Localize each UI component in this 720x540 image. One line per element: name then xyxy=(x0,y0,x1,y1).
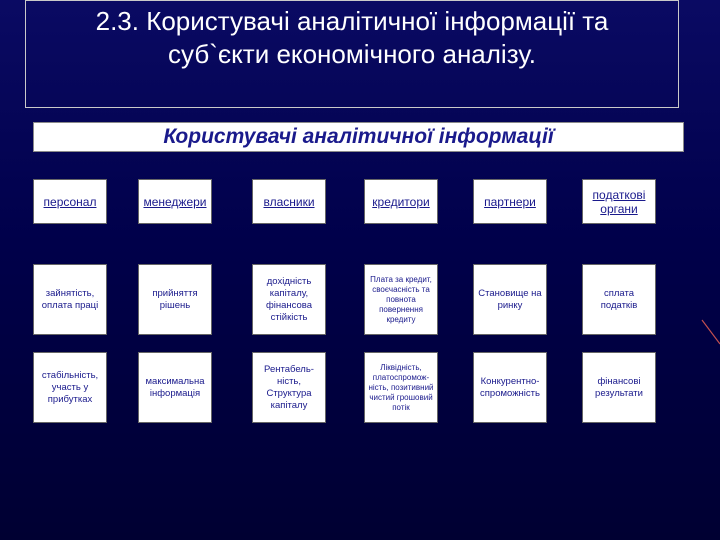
cell-text: фінансові результати xyxy=(595,375,643,399)
cell-box xyxy=(252,352,326,423)
cell-box xyxy=(473,352,547,423)
slide-title-line-2: суб`єкти економічного аналізу. xyxy=(168,39,536,69)
cell-text: прийняття рішень xyxy=(152,287,198,311)
cell-box xyxy=(33,264,107,335)
cell-text: Плата за кредит, своєчасність та повнота повернення кредиту xyxy=(370,274,432,324)
cell-text: Становище на ринку xyxy=(478,287,542,311)
heading-label: кредитори xyxy=(372,194,430,209)
cell-box xyxy=(252,264,326,335)
cell-box xyxy=(582,264,656,335)
heading-box-owners xyxy=(252,179,326,224)
heading-label: власники xyxy=(263,194,315,209)
cell-text: стабільність, участь у прибутках xyxy=(41,369,99,405)
heading-box-creditors xyxy=(364,179,438,224)
cell-box xyxy=(138,264,212,335)
heading-box-managers xyxy=(138,179,212,224)
heading-label: персонал xyxy=(43,194,97,209)
slide-title-box xyxy=(25,0,679,108)
heading-box-tax-authorities xyxy=(582,179,656,224)
decorative-line xyxy=(700,318,720,348)
cell-box xyxy=(364,352,438,423)
cell-box xyxy=(138,352,212,423)
cell-text: Ліквідність, платоспромож-ність, позитивний чистий грошовий потік xyxy=(368,362,434,412)
heading-label: податкові органи xyxy=(592,187,646,216)
cell-text: сплата податків xyxy=(600,287,638,311)
cell-text: дохідність капіталу, фінансова стійкість xyxy=(265,275,313,323)
slide-title-line-1: 2.3. Користувачі аналітичної інформації та xyxy=(95,6,609,36)
heading-box-partners xyxy=(473,179,547,224)
cell-text: Рентабель-ність, Структура капіталу xyxy=(264,363,314,411)
heading-box-personnel xyxy=(33,179,107,224)
cell-text: Конкурентно-спроможність xyxy=(480,375,540,399)
cell-box xyxy=(33,352,107,423)
diagram-header xyxy=(33,122,684,152)
cell-box xyxy=(582,352,656,423)
cell-text: зайнятість, оплата праці xyxy=(41,287,99,311)
heading-label: менеджери xyxy=(143,194,207,209)
cell-box xyxy=(364,264,438,335)
cell-box xyxy=(473,264,547,335)
heading-label: партнери xyxy=(484,194,536,209)
diagram-header-label: Користувачі аналітичної інформації xyxy=(163,125,554,148)
cell-text: максимальна інформація xyxy=(145,375,205,399)
